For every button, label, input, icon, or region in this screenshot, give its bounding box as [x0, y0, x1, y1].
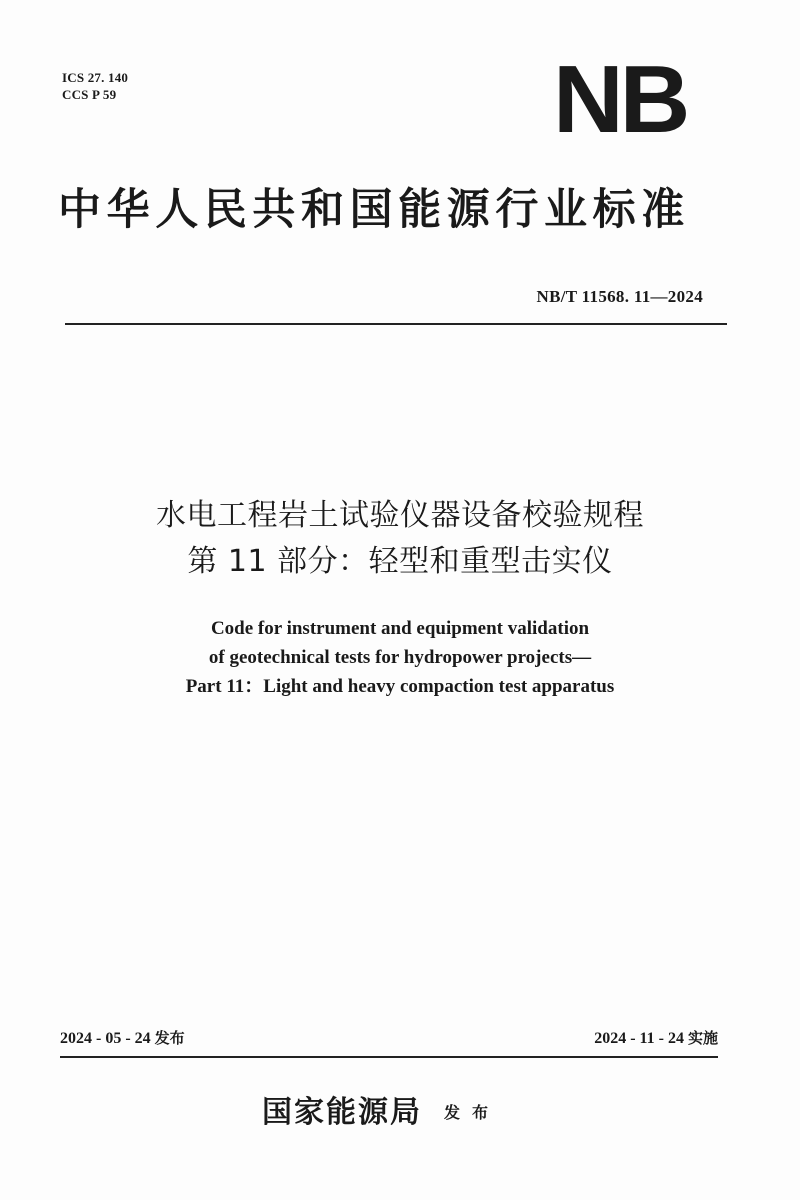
chinese-title-line-2: 第 11 部分：轻型和重型击实仪: [187, 544, 613, 579]
implementation-label: 实施: [687, 1029, 718, 1047]
issue-date-block: [60, 1027, 185, 1048]
issuer-block: [262, 1087, 500, 1131]
implementation-date-block: [594, 1027, 718, 1048]
ccs-code: CCS P 59: [62, 87, 117, 102]
standard-category-title: 中华人民共和国能源行业标准: [58, 185, 690, 235]
ics-code: ICS 27. 140: [62, 70, 129, 85]
english-title-line-1: Code for instrument and equipment validation: [210, 618, 590, 639]
english-title-line-2: of geotechnical tests for hydropower projects—: [208, 647, 592, 668]
bottom-divider: [60, 1056, 718, 1058]
english-title: [0, 614, 800, 701]
issue-date: 2024 - 05 - 24: [60, 1030, 151, 1047]
chinese-title-line-1: 水电工程岩土试验仪器设备校验规程: [156, 498, 644, 533]
english-title-line-3: Part 11：Light and heavy compaction test apparatus: [185, 676, 615, 697]
implementation-date: 2024 - 11 - 24: [594, 1030, 684, 1047]
top-divider: [65, 323, 727, 325]
issuing-organization: 国家能源局: [262, 1095, 422, 1130]
issue-action: 发布: [444, 1103, 501, 1122]
nb-logo: NB: [553, 46, 687, 153]
chinese-title: [0, 493, 800, 585]
issue-label: 发布: [154, 1029, 185, 1047]
classification-codes: [62, 69, 128, 103]
standard-number: NB/T 11568. 11—2024: [536, 287, 703, 306]
